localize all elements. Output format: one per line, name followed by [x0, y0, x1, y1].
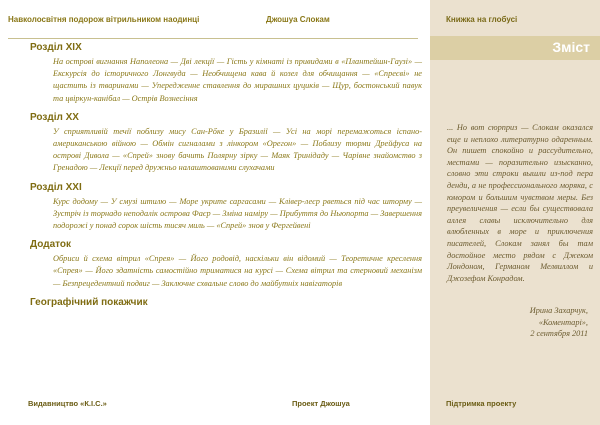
section-summary: Обриси й схема вітрил «Спрея» — Його родовід, наскільки він відомий — Теоретичне креслення «Спрея» — Його здатність самостійно триматися на курсі — Схема вітрил та стерновий механізм — Безпрецедентний подвиг — Заключне схвальне слово до майбутніх навігаторів: [53, 254, 422, 288]
book-author: Джошуа Слокам: [266, 15, 330, 24]
section-geographic-index: [32, 296, 422, 309]
contents-list: [32, 41, 422, 315]
section-title[interactable]: Географічний покажчик: [30, 296, 148, 308]
section-appendix: [32, 238, 422, 290]
project-link[interactable]: Проект Джошуа: [292, 399, 350, 408]
review-source: «Коментарі»,: [538, 317, 588, 327]
section-title[interactable]: Розділ ХХІ: [30, 181, 82, 193]
book-title: Навколосвітня подорож вітрильником наодинці: [8, 15, 200, 24]
section-summary: Курс додому — У смузі штилю — Море укрите саргасами — Клівер-леєр рветься під час шторму — Зустріч із торнадо неподалік острова Фаєр — Зміна наміру — Прибуття до Ньюпорта — Завершення подорожі у понад сорок шість тисяч миль — «Спрей» знов у Фергейвені: [53, 196, 422, 231]
review-quote: ... Но вот сюрприз — Слокам оказался еще и неплохо литературно одаренным. Он пишет спокойно и рассудительно, местами — поразительно изысканно, словно эти строки вышли из-под пера денди, а не профессионального моряка, с юмором и большим чувством меры. Без преувеличения — если бы существовала аллея славы исключительно для влюбленных в море и приключения писателей, Слокам занял бы там достойное место рядом с Джеком Лондоном, Германом Мелвиллом и Джозефом Конрадом.: [447, 123, 593, 283]
toc-bar: [430, 36, 600, 60]
support-link[interactable]: Підтримка проекту: [446, 399, 517, 408]
section-19: [32, 41, 422, 105]
section-title[interactable]: Додаток: [30, 239, 72, 251]
page-header: [8, 15, 418, 29]
reviewer-name: Ирина Захарчук,: [529, 306, 588, 315]
section-title[interactable]: Розділ ХХ: [30, 111, 79, 123]
sidebar-panel: [430, 0, 600, 425]
toc-label: Зміст: [552, 39, 590, 55]
sidebar-header: Книжка на глобусі: [446, 15, 518, 24]
review-signature: [448, 305, 588, 340]
section-summary: У сприятливій течії поблизу мису Сан-Рőке у Бразилії — Усі на морі перемажоться іспано-американською війною — Обмін сигналами з лінкором «Орегон» — Поблизу тюрми Дрейфуса на острові Дивола — «Спрей» знову бачить Полярну зірку — Маяк Тринідаду — Чарівне знайомство з Гренадою — Лекції перед дружньо налаштованими слухачами: [53, 126, 422, 173]
section-21: [32, 181, 422, 233]
section-summary: На острові вигнання Наполеона — Дві лекції — Гість у кімнаті із привидами в «Плантейшн-Гаузі» — Екскурсія до історичного Лонгвуда — Необчищена кава й козел для обчищання — «Спреєві» не щастить із тваринами — Упередженне ставлення до мирашних цуциків — Щур, бостонський павук та цвіркун-канібал — Острів Вознесіння: [53, 57, 422, 103]
section-title[interactable]: Розділ XIX: [30, 42, 82, 53]
header-divider: [8, 38, 418, 39]
review-date: 2 сентября 2011: [530, 329, 588, 339]
section-20: [32, 111, 422, 175]
publisher-link[interactable]: Видавництво «К.І.С.»: [28, 399, 107, 408]
